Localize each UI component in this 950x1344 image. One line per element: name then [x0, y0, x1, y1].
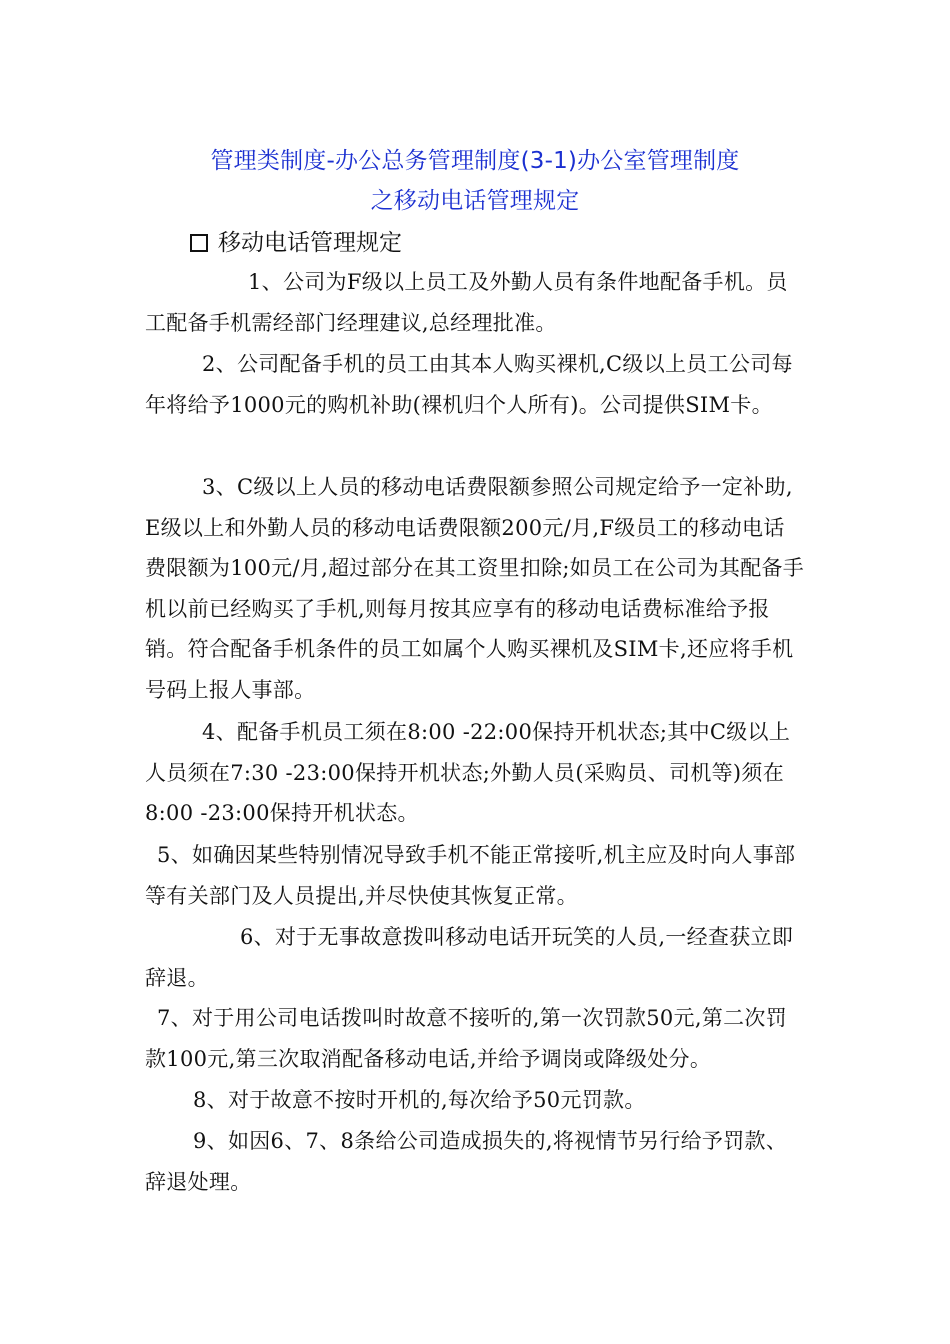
- paragraph-4: 4、配备手机员工须在8:00 -22:00保持开机状态;其中C级以上人员须在7:30 -23:00保持开机状态;外勤人员(采购员、司机等)须在8:00 -23:00保持开机状态。: [145, 720, 791, 825]
- paragraph-1: 1、公司为F级以上员工及外勤人员有条件地配备手机。员工配备手机需经部门经理建议,总经理批准。: [145, 270, 788, 335]
- document-title-line1: 管理类制度-办公总务管理制度(3-1)办公室管理制度: [210, 148, 740, 174]
- section-heading-text: 移动电话管理规定: [218, 230, 402, 256]
- paragraph-6: 6、对于无事故意拨叫移动电话开玩笑的人员,一经查获立即辞退。: [145, 925, 794, 990]
- document-title-line2: 之移动电话管理规定: [370, 188, 580, 214]
- section-heading: [190, 228, 402, 258]
- checkbox-square-icon: [190, 234, 208, 252]
- paragraph-7: 7、对于用公司电话拨叫时故意不接听的,第一次罚款50元,第二次罚款100元,第三次取消配备移动电话,并给予调岗或降级处分。: [145, 1006, 788, 1071]
- paragraph-9: 9、如因6、7、8条给公司造成损失的,将视情节另行给予罚款、辞退处理。: [145, 1129, 788, 1194]
- paragraph-3: 3、C级以上人员的移动电话费限额参照公司规定给予一定补助,E级以上和外勤人员的移动电话费限额200元/月,F级员工的移动电话费限额为100元/月,超过部分在其工资里扣除;如员工在公司为其配备手机以前已经购买了手机,则每月按其应享有的移动电话费标准给予报销。符合配备手机条件的员工如属个人购买裸机及SIM卡,还应将手机号码上报人事部。: [145, 475, 805, 702]
- paragraph-2: 2、公司配备手机的员工由其本人购买裸机,C级以上员工公司每年将给予1000元的购机补助(裸机归个人所有)。公司提供SIM卡。: [145, 352, 793, 417]
- paragraph-5: 5、如确因某些特别情况导致手机不能正常接听,机主应及时向人事部等有关部门及人员提出,并尽快使其恢复正常。: [145, 843, 796, 908]
- paragraph-8: 8、对于故意不按时开机的,每次给予50元罚款。: [193, 1088, 646, 1112]
